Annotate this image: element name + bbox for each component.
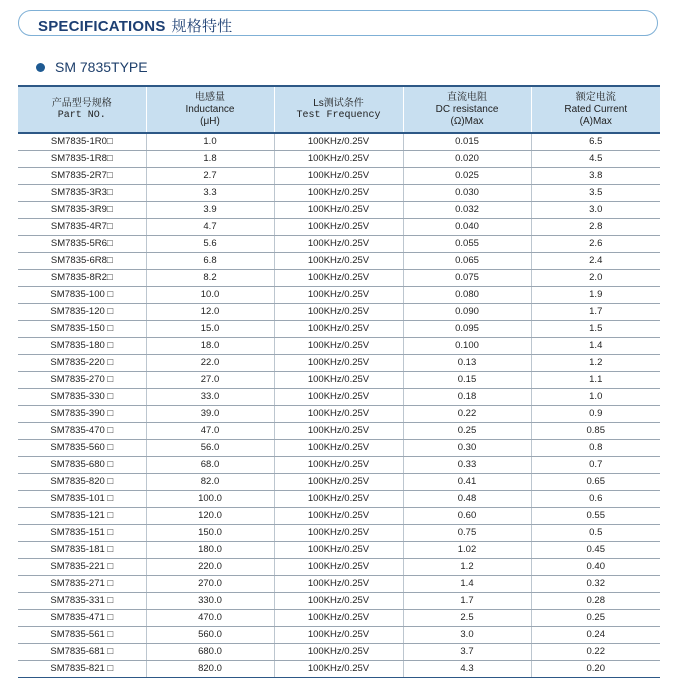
header-en: Inductance (185, 103, 235, 115)
inductance-cell: 120.0 (146, 508, 274, 525)
header-cn: 额定电流 (575, 91, 616, 103)
rated-current-cell: 2.4 (531, 253, 660, 270)
rated-current-cell: 0.8 (531, 440, 660, 457)
header-unit: (Ω)Max (450, 115, 484, 127)
header-row (18, 86, 660, 133)
rated-current-cell: 6.5 (531, 133, 660, 151)
inductance-cell: 5.6 (146, 236, 274, 253)
table-row (18, 219, 660, 236)
part-number-cell: SM7835-100 □ (18, 287, 146, 304)
part-number-cell: SM7835-3R3□ (18, 185, 146, 202)
part-number-cell: SM7835-821 □ (18, 661, 146, 678)
table-row (18, 304, 660, 321)
rated-current-cell: 2.8 (531, 219, 660, 236)
spec-table (18, 85, 660, 678)
page-title-en: SPECIFICATIONS (38, 18, 166, 35)
part-number-cell: SM7835-680 □ (18, 457, 146, 474)
test-frequency-cell: 100KHz/0.25V (274, 457, 403, 474)
test-frequency-cell: 100KHz/0.25V (274, 423, 403, 440)
table-row (18, 474, 660, 491)
inductance-cell: 27.0 (146, 372, 274, 389)
dc-resistance-cell: 2.5 (403, 610, 531, 627)
test-frequency-cell: 100KHz/0.25V (274, 542, 403, 559)
dc-resistance-cell: 1.02 (403, 542, 531, 559)
inductance-cell: 470.0 (146, 610, 274, 627)
table-row (18, 389, 660, 406)
type-title: SM 7835TYPE (55, 59, 148, 75)
column-header-inductance (146, 86, 274, 133)
part-number-cell: SM7835-390 □ (18, 406, 146, 423)
dc-resistance-cell: 3.0 (403, 627, 531, 644)
table-row (18, 406, 660, 423)
part-number-cell: SM7835-330 □ (18, 389, 146, 406)
inductance-cell: 18.0 (146, 338, 274, 355)
dc-resistance-cell: 0.020 (403, 151, 531, 168)
table-row (18, 168, 660, 185)
dc-resistance-cell: 0.41 (403, 474, 531, 491)
inductance-cell: 6.8 (146, 253, 274, 270)
inductance-cell: 68.0 (146, 457, 274, 474)
part-number-cell: SM7835-3R9□ (18, 202, 146, 219)
rated-current-cell: 0.25 (531, 610, 660, 627)
inductance-cell: 680.0 (146, 644, 274, 661)
inductance-cell: 270.0 (146, 576, 274, 593)
dc-resistance-cell: 0.030 (403, 185, 531, 202)
test-frequency-cell: 100KHz/0.25V (274, 372, 403, 389)
table-row (18, 593, 660, 610)
part-number-cell: SM7835-5R6□ (18, 236, 146, 253)
rated-current-cell: 0.22 (531, 644, 660, 661)
rated-current-cell: 0.85 (531, 423, 660, 440)
inductance-cell: 150.0 (146, 525, 274, 542)
header-en: Test Frequency (296, 109, 381, 121)
inductance-cell: 10.0 (146, 287, 274, 304)
table-row (18, 542, 660, 559)
table-row (18, 202, 660, 219)
rated-current-cell: 0.24 (531, 627, 660, 644)
part-number-cell: SM7835-2R7□ (18, 168, 146, 185)
inductance-cell: 4.7 (146, 219, 274, 236)
type-heading (36, 59, 148, 75)
table-body (18, 133, 660, 678)
dc-resistance-cell: 0.60 (403, 508, 531, 525)
test-frequency-cell: 100KHz/0.25V (274, 389, 403, 406)
inductance-cell: 820.0 (146, 661, 274, 678)
dc-resistance-cell: 0.15 (403, 372, 531, 389)
header-cn: 直流电阻 (447, 91, 487, 103)
table-row (18, 355, 660, 372)
table-row (18, 440, 660, 457)
dc-resistance-cell: 4.3 (403, 661, 531, 678)
rated-current-cell: 2.0 (531, 270, 660, 287)
rated-current-cell: 0.32 (531, 576, 660, 593)
part-number-cell: SM7835-271 □ (18, 576, 146, 593)
rated-current-cell: 0.7 (531, 457, 660, 474)
rated-current-cell: 0.9 (531, 406, 660, 423)
part-number-cell: SM7835-6R8□ (18, 253, 146, 270)
header-unit: (μH) (200, 115, 220, 127)
rated-current-cell: 0.55 (531, 508, 660, 525)
test-frequency-cell: 100KHz/0.25V (274, 644, 403, 661)
rated-current-cell: 1.0 (531, 389, 660, 406)
test-frequency-cell: 100KHz/0.25V (274, 321, 403, 338)
column-header-dc-resistance (403, 86, 531, 133)
header-cn: 电感量 (195, 91, 225, 103)
inductance-cell: 39.0 (146, 406, 274, 423)
dc-resistance-cell: 0.095 (403, 321, 531, 338)
inductance-cell: 22.0 (146, 355, 274, 372)
column-header-test-frequency (274, 86, 403, 133)
header-en: DC resistance (435, 103, 499, 115)
rated-current-cell: 2.6 (531, 236, 660, 253)
table-row (18, 627, 660, 644)
header-en: Rated Current (564, 103, 628, 115)
inductance-cell: 15.0 (146, 321, 274, 338)
rated-current-cell: 1.7 (531, 304, 660, 321)
table-row (18, 508, 660, 525)
rated-current-cell: 0.28 (531, 593, 660, 610)
table-row (18, 610, 660, 627)
rated-current-cell: 4.5 (531, 151, 660, 168)
part-number-cell: SM7835-331 □ (18, 593, 146, 610)
inductance-cell: 1.8 (146, 151, 274, 168)
part-number-cell: SM7835-150 □ (18, 321, 146, 338)
test-frequency-cell: 100KHz/0.25V (274, 525, 403, 542)
dc-resistance-cell: 0.75 (403, 525, 531, 542)
test-frequency-cell: 100KHz/0.25V (274, 151, 403, 168)
dc-resistance-cell: 0.040 (403, 219, 531, 236)
dc-resistance-cell: 0.22 (403, 406, 531, 423)
table-row (18, 576, 660, 593)
column-header-rated-current (531, 86, 660, 133)
rated-current-cell: 1.1 (531, 372, 660, 389)
part-number-cell: SM7835-681 □ (18, 644, 146, 661)
part-number-cell: SM7835-560 □ (18, 440, 146, 457)
dc-resistance-cell: 0.30 (403, 440, 531, 457)
inductance-cell: 82.0 (146, 474, 274, 491)
dc-resistance-cell: 3.7 (403, 644, 531, 661)
test-frequency-cell: 100KHz/0.25V (274, 661, 403, 678)
test-frequency-cell: 100KHz/0.25V (274, 610, 403, 627)
rated-current-cell: 1.2 (531, 355, 660, 372)
header-en: Part NO. (57, 109, 106, 121)
header-unit: (A)Max (579, 115, 612, 127)
test-frequency-cell: 100KHz/0.25V (274, 559, 403, 576)
inductance-cell: 2.7 (146, 168, 274, 185)
inductance-cell: 8.2 (146, 270, 274, 287)
dc-resistance-cell: 0.025 (403, 168, 531, 185)
rated-current-cell: 1.4 (531, 338, 660, 355)
dc-resistance-cell: 0.090 (403, 304, 531, 321)
table-header (18, 86, 660, 133)
part-number-cell: SM7835-221 □ (18, 559, 146, 576)
header-cn: 产品型号规格 (51, 97, 112, 109)
test-frequency-cell: 100KHz/0.25V (274, 474, 403, 491)
table-row (18, 423, 660, 440)
part-number-cell: SM7835-121 □ (18, 508, 146, 525)
part-number-cell: SM7835-471 □ (18, 610, 146, 627)
dc-resistance-cell: 0.25 (403, 423, 531, 440)
table-row (18, 253, 660, 270)
part-number-cell: SM7835-180 □ (18, 338, 146, 355)
header-cn: Ls测试条件 (313, 97, 364, 109)
inductance-cell: 100.0 (146, 491, 274, 508)
rated-current-cell: 1.5 (531, 321, 660, 338)
part-number-cell: SM7835-820 □ (18, 474, 146, 491)
table-row (18, 270, 660, 287)
part-number-cell: SM7835-470 □ (18, 423, 146, 440)
table-row (18, 321, 660, 338)
part-number-cell: SM7835-1R8□ (18, 151, 146, 168)
test-frequency-cell: 100KHz/0.25V (274, 593, 403, 610)
dc-resistance-cell: 0.48 (403, 491, 531, 508)
dc-resistance-cell: 0.13 (403, 355, 531, 372)
test-frequency-cell: 100KHz/0.25V (274, 406, 403, 423)
inductance-cell: 560.0 (146, 627, 274, 644)
part-number-cell: SM7835-101 □ (18, 491, 146, 508)
rated-current-cell: 0.20 (531, 661, 660, 678)
test-frequency-cell: 100KHz/0.25V (274, 236, 403, 253)
rated-current-cell: 0.45 (531, 542, 660, 559)
test-frequency-cell: 100KHz/0.25V (274, 491, 403, 508)
dc-resistance-cell: 1.4 (403, 576, 531, 593)
dc-resistance-cell: 1.7 (403, 593, 531, 610)
test-frequency-cell: 100KHz/0.25V (274, 202, 403, 219)
test-frequency-cell: 100KHz/0.25V (274, 338, 403, 355)
inductance-cell: 220.0 (146, 559, 274, 576)
dc-resistance-cell: 1.2 (403, 559, 531, 576)
inductance-cell: 12.0 (146, 304, 274, 321)
table-row (18, 491, 660, 508)
table-row (18, 338, 660, 355)
test-frequency-cell: 100KHz/0.25V (274, 133, 403, 151)
test-frequency-cell: 100KHz/0.25V (274, 355, 403, 372)
part-number-cell: SM7835-4R7□ (18, 219, 146, 236)
test-frequency-cell: 100KHz/0.25V (274, 576, 403, 593)
dc-resistance-cell: 0.015 (403, 133, 531, 151)
part-number-cell: SM7835-120 □ (18, 304, 146, 321)
part-number-cell: SM7835-270 □ (18, 372, 146, 389)
table-row (18, 236, 660, 253)
inductance-cell: 3.3 (146, 185, 274, 202)
table-row (18, 661, 660, 678)
dc-resistance-cell: 0.18 (403, 389, 531, 406)
test-frequency-cell: 100KHz/0.25V (274, 287, 403, 304)
rated-current-cell: 0.40 (531, 559, 660, 576)
table-row (18, 372, 660, 389)
test-frequency-cell: 100KHz/0.25V (274, 440, 403, 457)
rated-current-cell: 0.65 (531, 474, 660, 491)
dc-resistance-cell: 0.055 (403, 236, 531, 253)
table-row (18, 287, 660, 304)
column-header-part-no (18, 86, 146, 133)
rated-current-cell: 1.9 (531, 287, 660, 304)
table-row (18, 559, 660, 576)
inductance-cell: 56.0 (146, 440, 274, 457)
test-frequency-cell: 100KHz/0.25V (274, 185, 403, 202)
test-frequency-cell: 100KHz/0.25V (274, 627, 403, 644)
test-frequency-cell: 100KHz/0.25V (274, 270, 403, 287)
rated-current-cell: 0.5 (531, 525, 660, 542)
part-number-cell: SM7835-1R0□ (18, 133, 146, 151)
inductance-cell: 47.0 (146, 423, 274, 440)
table-row (18, 644, 660, 661)
inductance-cell: 330.0 (146, 593, 274, 610)
table-row (18, 457, 660, 474)
table-row (18, 525, 660, 542)
inductance-cell: 1.0 (146, 133, 274, 151)
dc-resistance-cell: 0.065 (403, 253, 531, 270)
dc-resistance-cell: 0.075 (403, 270, 531, 287)
table-row (18, 133, 660, 151)
page-title-cn: 规格特性 (171, 17, 233, 35)
dc-resistance-cell: 0.100 (403, 338, 531, 355)
bullet-icon (36, 63, 45, 72)
test-frequency-cell: 100KHz/0.25V (274, 219, 403, 236)
part-number-cell: SM7835-8R2□ (18, 270, 146, 287)
part-number-cell: SM7835-151 □ (18, 525, 146, 542)
dc-resistance-cell: 0.032 (403, 202, 531, 219)
rated-current-cell: 0.6 (531, 491, 660, 508)
dc-resistance-cell: 0.080 (403, 287, 531, 304)
inductance-cell: 180.0 (146, 542, 274, 559)
rated-current-cell: 3.0 (531, 202, 660, 219)
dc-resistance-cell: 0.33 (403, 457, 531, 474)
test-frequency-cell: 100KHz/0.25V (274, 168, 403, 185)
table-row (18, 185, 660, 202)
part-number-cell: SM7835-181 □ (18, 542, 146, 559)
inductance-cell: 33.0 (146, 389, 274, 406)
test-frequency-cell: 100KHz/0.25V (274, 304, 403, 321)
inductance-cell: 3.9 (146, 202, 274, 219)
test-frequency-cell: 100KHz/0.25V (274, 508, 403, 525)
rated-current-cell: 3.5 (531, 185, 660, 202)
page-title (38, 15, 232, 36)
part-number-cell: SM7835-220 □ (18, 355, 146, 372)
table-row (18, 151, 660, 168)
test-frequency-cell: 100KHz/0.25V (274, 253, 403, 270)
rated-current-cell: 3.8 (531, 168, 660, 185)
part-number-cell: SM7835-561 □ (18, 627, 146, 644)
